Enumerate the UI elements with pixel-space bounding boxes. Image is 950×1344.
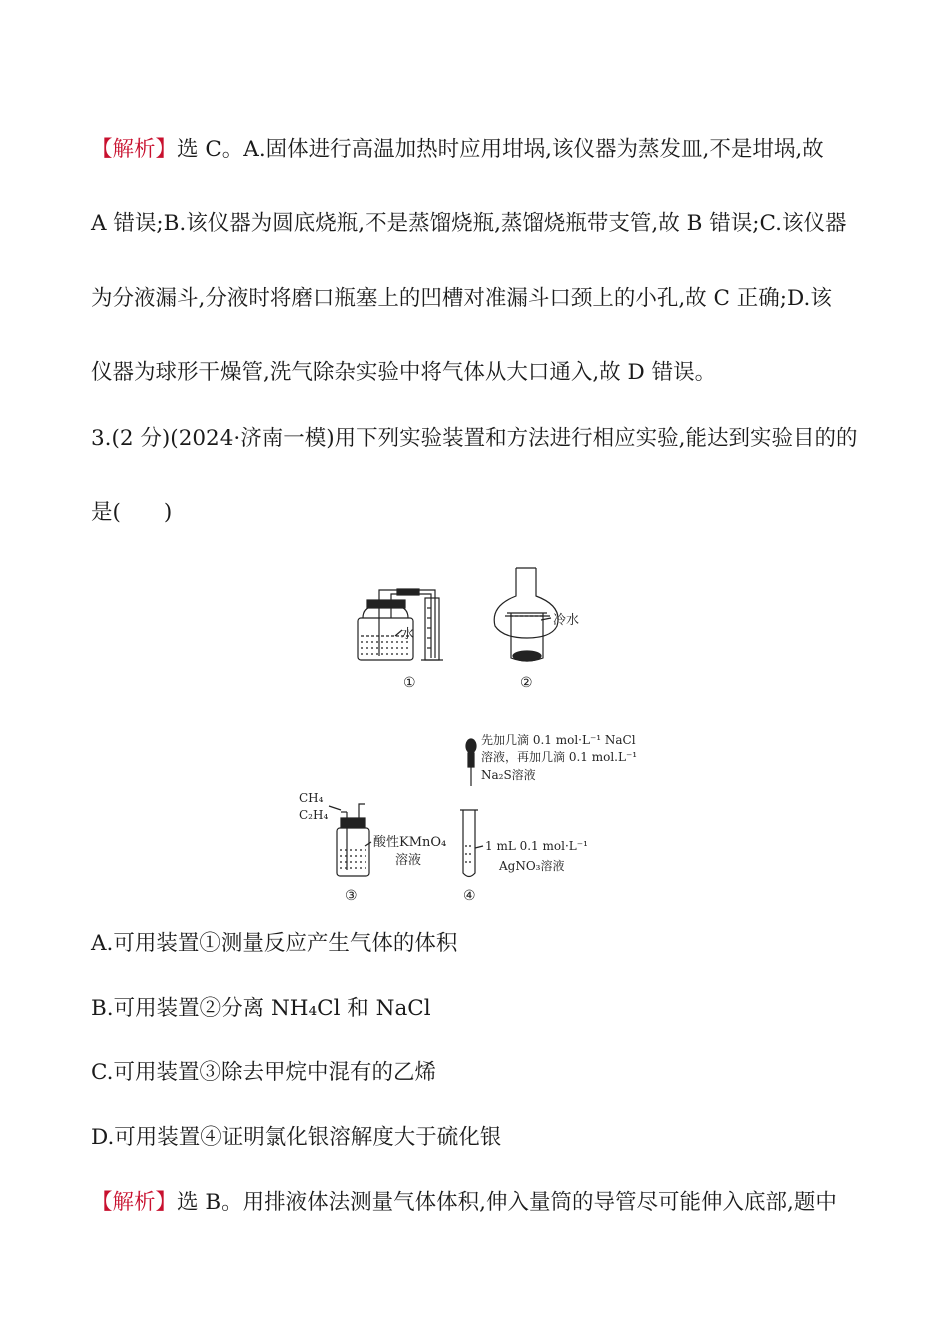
label-dropper-3: Na₂S溶液 bbox=[481, 768, 536, 782]
analysis-tag: 【解析】 bbox=[91, 137, 178, 162]
label-num-1: ① bbox=[403, 675, 416, 691]
apparatus-1 bbox=[358, 589, 443, 691]
label-tube-2: AgNO₃溶液 bbox=[499, 859, 565, 873]
question-stem-line-1: 3.(2 分)(2024·济南一模)用下列实验装置和方法进行相应实验,能达到实验目的的 bbox=[91, 426, 858, 451]
label-ch4: CH₄ bbox=[299, 791, 324, 805]
label-tube-1: 1 mL 0.1 mol·L⁻¹ bbox=[485, 839, 588, 853]
analysis-paragraph-line-2: A 错误;B.该仪器为圆底烧瓶,不是蒸馏烧瓶,蒸馏烧瓶带支管,故 B 错误;C.该仪器 bbox=[91, 211, 847, 236]
option-a: A.可用装置①测量反应产生气体的体积 bbox=[91, 931, 458, 956]
analysis2-text: 选 B。用排液体法测量气体体积,伸入量筒的导管尽可能伸入底部,题中 bbox=[177, 1190, 837, 1215]
label-c2h4: C₂H₄ bbox=[299, 808, 329, 822]
label-kmno4-1: 酸性KMnO₄ bbox=[373, 835, 447, 850]
analysis-paragraph-line-3: 为分液漏斗,分液时将磨口瓶塞上的凹槽对准漏斗口颈上的小孔,故 C 正确;D.该 bbox=[91, 286, 832, 311]
apparatus-2 bbox=[494, 568, 579, 691]
label-num-3: ③ bbox=[345, 888, 358, 904]
label-num-4: ④ bbox=[463, 888, 476, 904]
apparatus-4 bbox=[460, 732, 637, 904]
apparatus-3 bbox=[299, 791, 446, 904]
option-b: B.可用装置②分离 NH₄Cl 和 NaCl bbox=[91, 996, 431, 1021]
analysis-tag-2: 【解析】 bbox=[91, 1190, 178, 1215]
label-water: 水 bbox=[401, 627, 415, 642]
apparatus-diagram bbox=[285, 558, 675, 908]
label-cold-water: 冷水 bbox=[553, 613, 580, 628]
label-dropper-2: 溶液，再加几滴 0.1 mol.L⁻¹ bbox=[481, 750, 638, 764]
label-num-2: ② bbox=[520, 675, 533, 691]
analysis2-paragraph-line-1 bbox=[91, 1188, 837, 1218]
analysis-text: 选 C。A.固体进行高温加热时应用坩埚,该仪器为蒸发皿,不是坩埚,故 bbox=[177, 137, 824, 162]
analysis-paragraph-line-1 bbox=[91, 135, 824, 165]
option-c: C.可用装置③除去甲烷中混有的乙烯 bbox=[91, 1060, 437, 1085]
label-dropper-1: 先加几滴 0.1 mol·L⁻¹ NaCl bbox=[481, 733, 636, 747]
analysis-paragraph-line-4: 仪器为球形干燥管,洗气除杂实验中将气体从大口通入,故 D 错误。 bbox=[91, 360, 717, 385]
label-kmno4-2: 溶液 bbox=[395, 853, 422, 868]
question-stem-line-2: 是( ) bbox=[91, 500, 173, 525]
option-d: D.可用装置④证明氯化银溶解度大于硫化银 bbox=[91, 1125, 502, 1150]
